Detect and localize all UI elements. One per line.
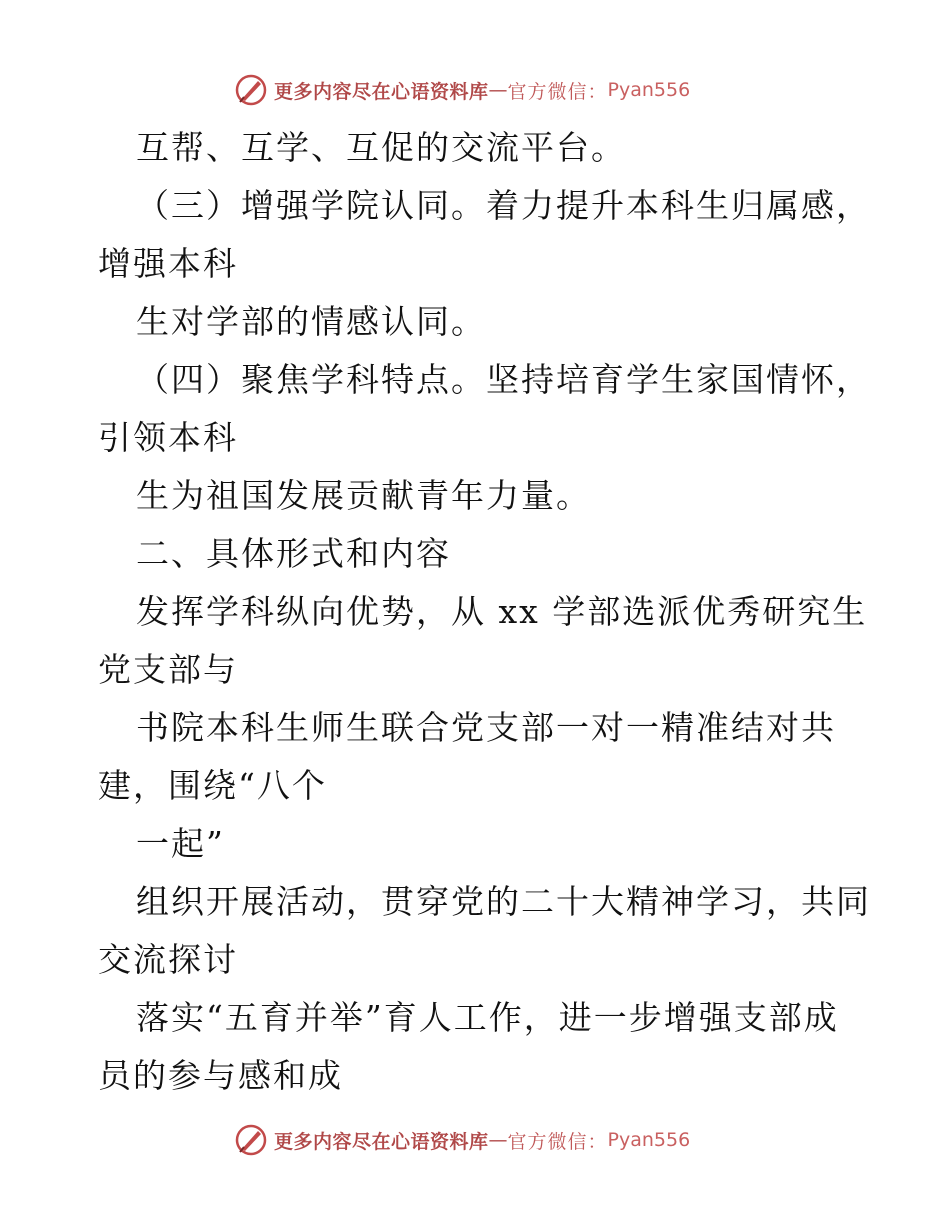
body-line: （四）聚焦学科特点。坚持培育学生家国情怀， bbox=[136, 360, 871, 399]
footer-wechat-id: Pyan556 bbox=[607, 1129, 691, 1151]
header-wechat-label: 官方微信： bbox=[507, 80, 608, 103]
body-line: 员的参与感和成 bbox=[98, 1056, 343, 1095]
footer-separator: — bbox=[488, 1129, 508, 1151]
body-line: 落实“五育并举”育人工作，进一步增强支部成 bbox=[136, 998, 839, 1037]
quill-logo-icon bbox=[234, 73, 268, 107]
footer-wechat-label: 官方微信： bbox=[507, 1130, 608, 1153]
body-line: 一起” bbox=[136, 824, 225, 863]
body-line: 引领本科 bbox=[98, 418, 238, 457]
body-line: 组织开展活动，贯穿党的二十大精神学习，共同 bbox=[136, 882, 871, 921]
section-heading: 二、具体形式和内容 bbox=[136, 534, 451, 573]
body-line: 生为祖国发展贡献青年力量。 bbox=[136, 476, 591, 515]
body-line: 互帮、互学、互促的交流平台。 bbox=[136, 128, 626, 167]
body-line: 书院本科生师生联合党支部一对一精准结对共 bbox=[136, 708, 836, 747]
header-separator: — bbox=[488, 79, 508, 101]
footer-banner-content bbox=[234, 1120, 690, 1160]
body-line: 发挥学科纵向优势，从 xx 学部选派优秀研究生 bbox=[136, 592, 868, 631]
header-wechat-id: Pyan556 bbox=[607, 79, 691, 101]
body-line: 生对学部的情感认同。 bbox=[136, 302, 486, 341]
header-banner bbox=[0, 70, 950, 110]
body-line: 建，围绕“八个 bbox=[98, 766, 327, 805]
footer-banner bbox=[0, 1120, 950, 1160]
header-banner-content bbox=[234, 70, 690, 110]
footer-slogan: 更多内容尽在心语资料库 bbox=[274, 1130, 489, 1153]
body-line: 党支部与 bbox=[98, 650, 238, 689]
quill-logo-icon bbox=[234, 1123, 268, 1157]
body-line: 交流探讨 bbox=[98, 940, 238, 979]
body-line: 增强本科 bbox=[98, 244, 238, 283]
header-slogan: 更多内容尽在心语资料库 bbox=[274, 80, 489, 103]
body-line: （三）增强学院认同。着力提升本科生归属感， bbox=[136, 186, 871, 225]
